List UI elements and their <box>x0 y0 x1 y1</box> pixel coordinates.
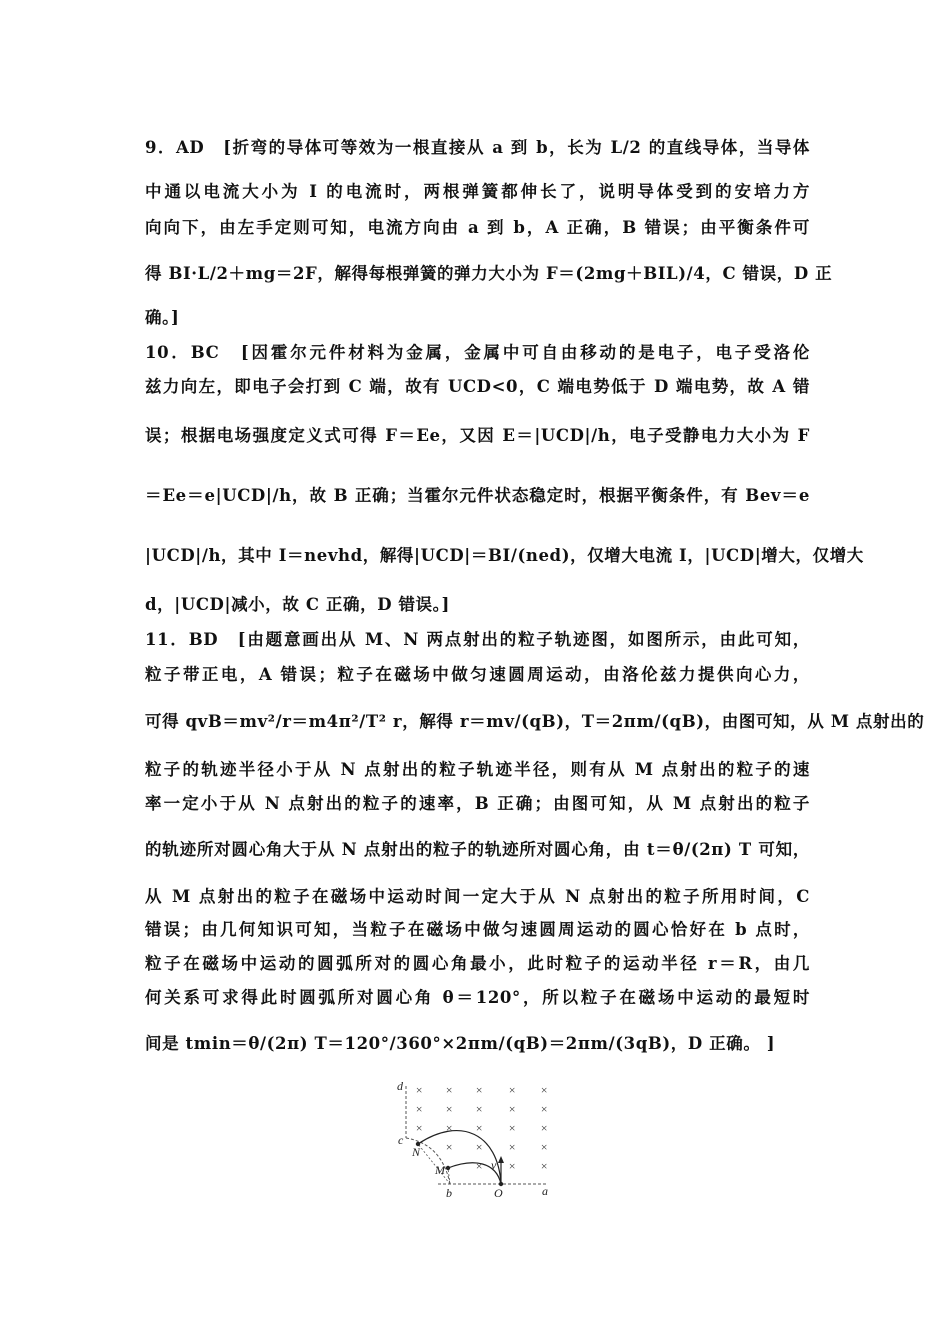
magnetic-field-crosses <box>415 1083 548 1173</box>
svg-text:×: × <box>507 1083 517 1097</box>
q11-line-11: 间是 tmin＝θ/(2π) T＝120°/360°×2πm/(qB)＝2πm/(3qB)，D 正确。 ] <box>145 1034 776 1053</box>
svg-text:×: × <box>539 1102 549 1116</box>
q9-line-5: 确。] <box>145 308 180 327</box>
q9-line-2: 中通以电流大小为 I 的电流时，两根弹簧都伸长了，说明导体受到的安培力方 <box>145 182 810 201</box>
q10-line-6: d，|UCD|减小，故 C 正确，D 错误。] <box>145 595 450 614</box>
label-c: c <box>398 1133 404 1147</box>
svg-text:×: × <box>474 1121 484 1135</box>
svg-text:×: × <box>539 1121 549 1135</box>
trajectory-n <box>418 1131 501 1184</box>
velocity-arrowhead <box>498 1156 504 1163</box>
label-a: a <box>542 1184 548 1198</box>
svg-text:×: × <box>414 1083 424 1097</box>
q10-line-4: ＝Ee＝e|UCD|/h，故 B 正确；当霍尔元件状态稳定时，根据平衡条件，有 Bev＝e <box>145 486 810 505</box>
q11-line-7: 从 M 点射出的粒子在磁场中运动时间一定大于从 N 点射出的粒子所用时间，C <box>145 887 810 906</box>
svg-text:×: × <box>474 1140 484 1154</box>
svg-text:×: × <box>507 1121 517 1135</box>
q10-line-1: 10．BC [因霍尔元件材料为金属，金属中可自由移动的是电子，电子受洛伦 <box>145 343 810 362</box>
svg-text:×: × <box>539 1140 549 1154</box>
trajectory-figure <box>388 1078 558 1200</box>
q11-line-10: 何关系可求得此时圆弧所对圆心角 θ＝120°，所以粒子在磁场中运动的最短时 <box>145 988 810 1007</box>
q11-line-1: 11．BD [由题意画出从 M、N 两点射出的粒子轨迹图，如图所示，由此可知， <box>145 630 810 649</box>
q11-line-3: 可得 qvB＝mv²/r＝m4π²/T² r，解得 r＝mv/(qB)，T＝2πm/(qB)，由图可知，从 M 点射出的 <box>145 712 925 731</box>
svg-text:×: × <box>414 1121 424 1135</box>
label-d: d <box>397 1079 403 1093</box>
q9-line-4: 得 BI·L/2＋mg＝2F，解得每根弹簧的弹力大小为 F＝(2mg＋BIL)/4，C 错误，D 正 <box>145 264 833 283</box>
label-v: v <box>491 1158 497 1172</box>
svg-text:×: × <box>507 1102 517 1116</box>
svg-text:×: × <box>474 1083 484 1097</box>
q11-line-9: 粒子在磁场中运动的圆弧所对的圆心角最小，此时粒子的运动半径 r＝R，由几 <box>145 954 810 973</box>
q10-line-3: 误；根据电场强度定义式可得 F＝Ee，又因 E＝|UCD|/h，电子受静电力大小为 F <box>145 426 810 445</box>
svg-text:×: × <box>444 1083 454 1097</box>
label-b: b <box>446 1186 452 1200</box>
svg-text:×: × <box>444 1140 454 1154</box>
svg-text:×: × <box>414 1102 424 1116</box>
point-m <box>446 1166 450 1170</box>
svg-text:×: × <box>507 1159 517 1173</box>
svg-text:×: × <box>474 1102 484 1116</box>
svg-text:×: × <box>444 1121 454 1135</box>
svg-text:×: × <box>539 1083 549 1097</box>
q10-line-5: |UCD|/h，其中 I＝nevhd，解得|UCD|＝BI/(ned)，仅增大电流 I，|UCD|增大，仅增大 <box>145 546 864 565</box>
q11-line-2: 粒子带正电，A 错误；粒子在磁场中做匀速圆周运动，由洛伦兹力提供向心力， <box>145 665 810 684</box>
svg-text:×: × <box>444 1102 454 1116</box>
q11-line-8: 错误；由几何知识可知，当粒子在磁场中做匀速圆周运动的圆心恰好在 b 点时， <box>145 920 810 939</box>
q9-line-3: 向向下，由左手定则可知，电流方向由 a 到 b，A 正确，B 错误；由平衡条件可 <box>145 218 810 237</box>
q11-line-4: 粒子的轨迹半径小于从 N 点射出的粒子轨迹半径，则有从 M 点射出的粒子的速 <box>145 760 810 779</box>
svg-text:×: × <box>474 1159 484 1173</box>
q11-line-5: 率一定小于从 N 点射出的粒子的速率，B 正确；由图可知，从 M 点射出的粒子 <box>145 794 810 813</box>
q9-line-1: 9．AD [折弯的导体可等效为一根直接从 a 到 b，长为 L/2 的直线导体，当导体 <box>145 138 810 157</box>
label-m: M <box>435 1163 445 1177</box>
label-n: N <box>412 1145 421 1159</box>
q11-line-6: 的轨迹所对圆心角大于从 N 点射出的粒子的轨迹所对圆心角，由 t＝θ/(2π) T 可知， <box>145 840 810 859</box>
svg-text:×: × <box>539 1159 549 1173</box>
svg-text:×: × <box>507 1140 517 1154</box>
label-o: O <box>494 1186 503 1200</box>
q10-line-2: 兹力向左，即电子会打到 C 端，故有 UCD<0，C 端电势低于 D 端电势，故 A 错 <box>145 377 810 396</box>
